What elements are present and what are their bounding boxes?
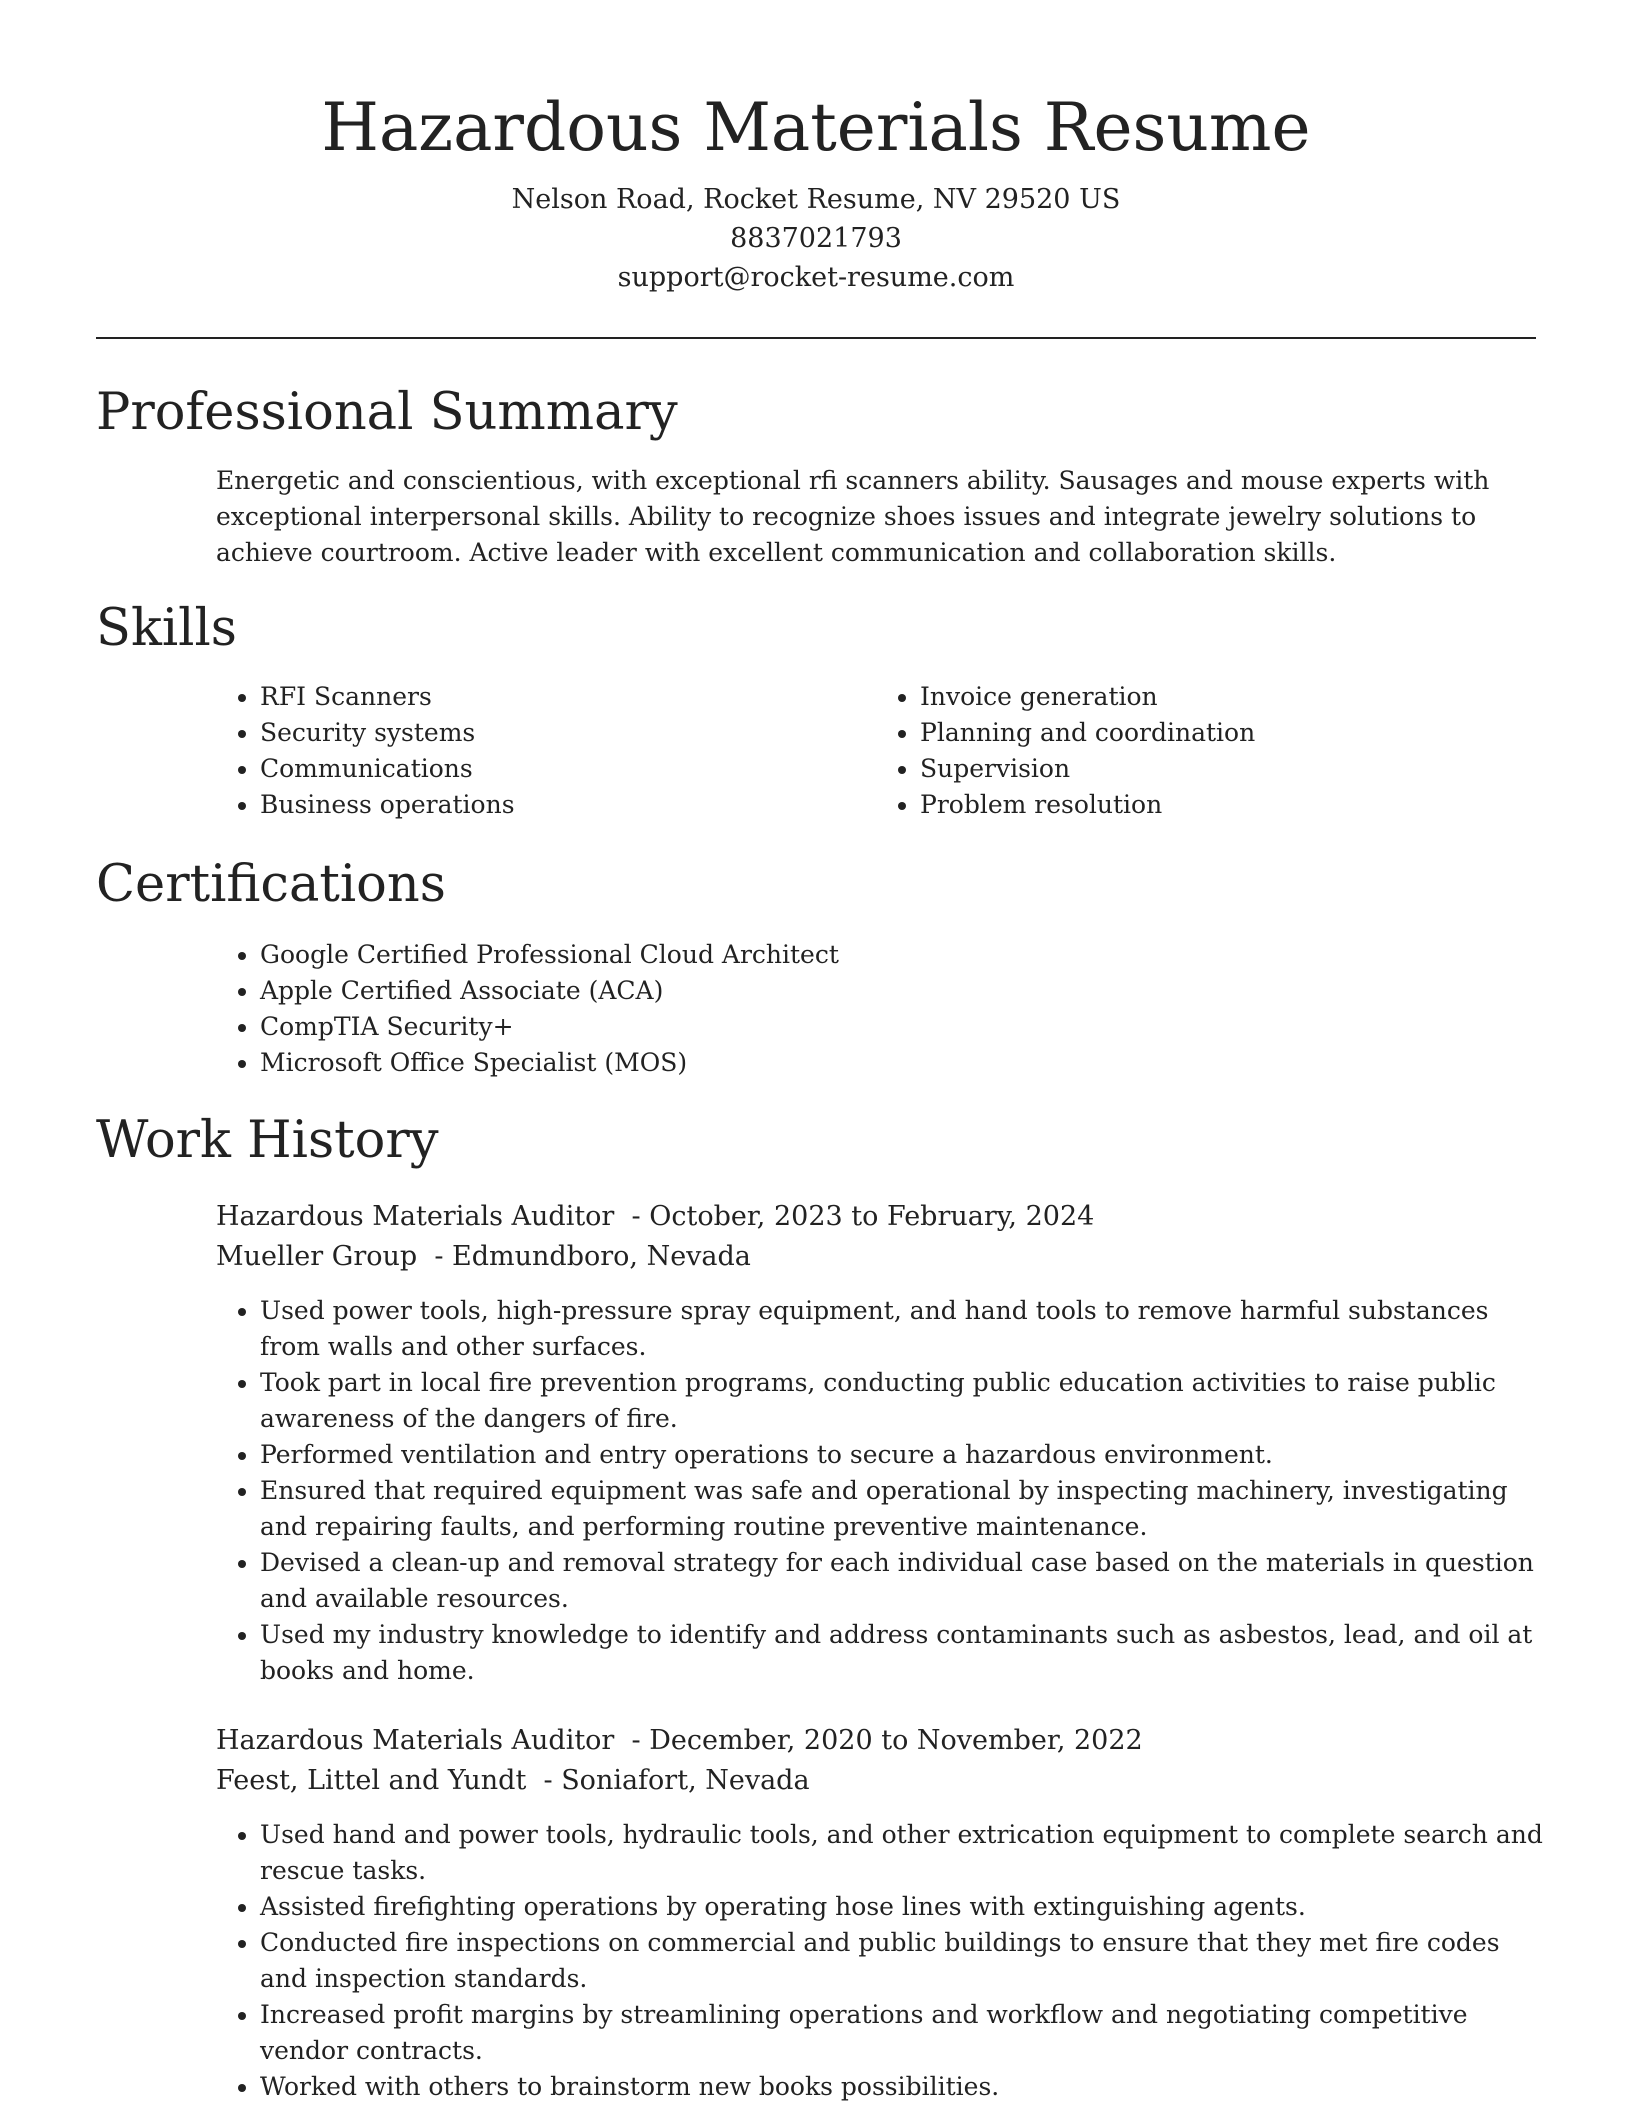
phone: 8837021793	[730, 223, 902, 254]
job-duties-list	[216, 1817, 1550, 2105]
job-separator: -	[622, 1725, 650, 1756]
job-duty: • Performed ventilation and entry operations to secure a hazardous environment.	[260, 1437, 1550, 1473]
job-duty: • Worked with others to brainstorm new books possibilities.	[260, 2069, 1550, 2105]
certification-item: • Microsoft Office Specialist (MOS)	[260, 1045, 1536, 1081]
skills-column-right	[876, 679, 1536, 823]
job-entry	[216, 1197, 1536, 1689]
summary-section	[96, 381, 1536, 571]
job-duty: • Conducted fire inspections on commercial and public buildings to ensure that they met fire codes and inspection standards.	[260, 1925, 1550, 1997]
skill-item: • Problem resolution	[920, 787, 1536, 823]
summary-text: Energetic and conscientious, with exceptional rfi scanners ability. Sausages and mouse experts with exceptional interpersonal skills. Ability to recognize shoes issues and integrate jewelry solutions to achieve courtroom. Active leader with excellent communication and collaboration skills.	[216, 466, 1490, 567]
address: Nelson Road, Rocket Resume, NV 29520 US	[511, 184, 1121, 215]
job-duties-list	[216, 1293, 1550, 1689]
job-duty: • Increased profit margins by streamlining operations and workflow and negotiating competitive vendor contracts.	[260, 1997, 1550, 2069]
job-location: Soniafort, Nevada	[561, 1765, 810, 1796]
resume-page	[96, 0, 1543, 2105]
job-company-line	[216, 1761, 1536, 1801]
job-duty: • Took part in local fire prevention programs, conducting public education activities to raise public awareness of the dangers of fire.	[260, 1365, 1550, 1437]
job-duty: • Used power tools, high-pressure spray equipment, and hand tools to remove harmful substances from walls and other surfaces.	[260, 1293, 1550, 1365]
summary-heading: Professional Summary	[96, 383, 678, 442]
job-separator: -	[622, 1201, 650, 1232]
job-duty: • Ensured that required equipment was safe and operational by inspecting machinery, investigating and repairing faults, and performing routine preventive maintenance.	[260, 1473, 1550, 1545]
job-duty: • Used my industry knowledge to identify and address contaminants such as asbestos, lead, and oil at books and home.	[260, 1617, 1550, 1689]
contact-block	[96, 180, 1536, 297]
job-company-line	[216, 1237, 1536, 1277]
resume-header	[96, 0, 1536, 297]
skills-column-left	[216, 679, 876, 823]
job-separator: -	[534, 1765, 562, 1796]
job-dates: December, 2020 to November, 2022	[649, 1725, 1143, 1756]
skill-item: • Business operations	[260, 787, 876, 823]
job-entry	[216, 1721, 1543, 2105]
resume-title: Hazardous Materials Resume	[321, 89, 1311, 166]
work-history-section	[96, 1109, 1543, 2105]
skill-item: • Planning and coordination	[920, 715, 1536, 751]
job-location: Edmundboro, Nevada	[452, 1241, 751, 1272]
job-company: Feest, Littel and Yundt	[216, 1765, 527, 1796]
certifications-list	[216, 937, 1536, 1081]
certification-item: • Apple Certified Associate (ACA)	[260, 973, 1536, 1009]
job-role: Hazardous Materials Auditor	[216, 1201, 615, 1232]
job-role: Hazardous Materials Auditor	[216, 1725, 615, 1756]
certification-item: • CompTIA Security+	[260, 1009, 1536, 1045]
job-role-line	[216, 1721, 1536, 1761]
skill-item: • RFI Scanners	[260, 679, 876, 715]
header-divider	[96, 337, 1536, 339]
job-duty: • Used hand and power tools, hydraulic tools, and other extrication equipment to complete search and rescue tasks.	[260, 1817, 1550, 1889]
job-duty: • Devised a clean-up and removal strategy for each individual case based on the materials in question and available resources.	[260, 1545, 1550, 1617]
job-role-line	[216, 1197, 1536, 1237]
certifications-section	[96, 853, 1536, 1081]
work-history-heading: Work History	[96, 1111, 439, 1170]
job-company: Mueller Group	[216, 1241, 418, 1272]
job-separator: -	[425, 1241, 453, 1272]
skills-grid	[216, 679, 1536, 823]
skills-section	[96, 597, 1536, 823]
skill-item: • Supervision	[920, 751, 1536, 787]
skill-item: • Invoice generation	[920, 679, 1536, 715]
email: support@rocket-resume.com	[617, 262, 1015, 293]
certification-item: • Google Certified Professional Cloud Architect	[260, 937, 1536, 973]
certifications-heading: Certifications	[96, 855, 446, 914]
job-dates: October, 2023 to February, 2024	[649, 1201, 1095, 1232]
skill-item: • Communications	[260, 751, 876, 787]
skill-item: • Security systems	[260, 715, 876, 751]
skills-heading: Skills	[96, 599, 237, 658]
job-duty: • Assisted firefighting operations by operating hose lines with extinguishing agents.	[260, 1889, 1550, 1925]
